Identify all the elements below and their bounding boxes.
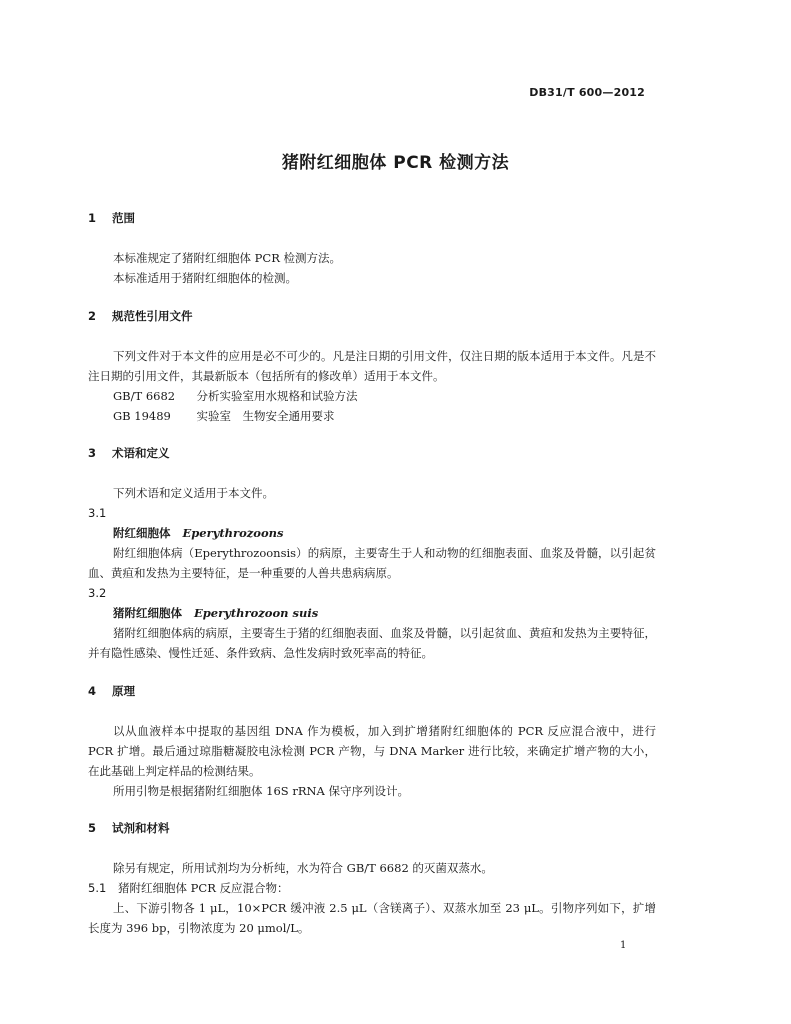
section-heading [88, 306, 656, 326]
section-number: 3 [88, 446, 97, 460]
term-definition: 猪附红细胞体病的病原，主要寄生于猪的红细胞表面、血浆及骨髓，以引起贫血、黄疸和发热为主要特征，并有隐性感染、慢性迁延、条件致病、急性发病时致死率高的特征。 [88, 626, 656, 660]
section-reagents-materials [88, 818, 656, 938]
term-english: Eperythrozoons [182, 526, 284, 540]
term-chinese: 附红细胞体 [113, 526, 171, 540]
section-title: 术语和定义 [112, 446, 170, 460]
subsection-heading [88, 878, 656, 898]
section-heading [88, 681, 656, 701]
section-scope [88, 208, 656, 288]
section-terms-definitions [88, 443, 656, 663]
term-number: 3.2 [88, 586, 107, 600]
section-normative-references [88, 306, 656, 426]
section-number: 2 [88, 309, 97, 323]
subsection-number: 5.1 [88, 881, 107, 895]
term-number: 3.1 [88, 506, 107, 520]
reference-title: 实验室 生物安全通用要求 [196, 409, 335, 423]
section-title: 原理 [112, 684, 135, 698]
document-title: 猪附红细胞体 PCR 检测方法 [281, 153, 510, 173]
reference-item [88, 386, 656, 406]
paragraph: 所用引物是根据猪附红细胞体 16S rRNA 保守序列设计。 [113, 784, 409, 798]
paragraph: 下列术语和定义适用于本文件。 [113, 486, 274, 500]
standard-number: DB31/T 600—2012 [529, 86, 645, 99]
section-number: 1 [88, 211, 97, 225]
subsection-title: 猪附红细胞体 PCR 反应混合物： [118, 881, 289, 895]
paragraph: 下列文件对于本文件的应用是必不可少的。凡是注日期的引用文件，仅注日期的版本适用于本文件。凡是不注日期的引用文件，其最新版本（包括所有的修改单）适用于本文件。 [88, 349, 656, 383]
section-heading [88, 818, 656, 838]
paragraph: 以从血液样本中提取的基因组 DNA 作为模板，加入到扩增猪附红细胞体的 PCR 反应混合液中，进行 PCR 扩增。最后通过琼脂糖凝胶电泳检测 PCR 产物，与 DNA Marker 进行比较，来确定扩增产物的大小，在此基础上判定样品的检测结果。 [88, 724, 656, 778]
section-principle [88, 681, 656, 801]
section-title: 范围 [112, 211, 135, 225]
term-heading [88, 523, 656, 543]
reference-item [88, 406, 656, 426]
reference-title: 分析实验室用水规格和试验方法 [196, 389, 358, 403]
section-heading [88, 443, 656, 463]
section-title: 规范性引用文件 [112, 309, 193, 323]
term-english: Eperythrozoon suis [194, 606, 319, 620]
paragraph: 本标准适用于猪附红细胞体的检测。 [113, 271, 297, 285]
section-heading [88, 208, 656, 228]
section-number: 4 [88, 684, 97, 698]
term-definition: 附红细胞体病（Eperythrozoonsis）的病原，主要寄生于人和动物的红细胞表面、血浆及骨髓，以引起贫血、黄疸和发热为主要特征，是一种重要的人兽共患病病原。 [88, 546, 656, 580]
paragraph: 本标准规定了猪附红细胞体 PCR 检测方法。 [113, 251, 342, 265]
paragraph: 上、下游引物各 1 μL，10×PCR 缓冲液 2.5 μL（含镁离子）、双蒸水加至 23 μL。引物序列如下，扩增长度为 396 bp，引物浓度为 20 μmol/L。 [88, 901, 656, 935]
reference-code: GB/T 6682 [113, 389, 176, 403]
term-chinese: 猪附红细胞体 [113, 606, 182, 620]
reference-code: GB 19489 [113, 409, 171, 423]
paragraph: 除另有规定，所用试剂均为分析纯，水为符合 GB/T 6682 的灭菌双蒸水。 [113, 861, 493, 875]
term-heading [88, 603, 656, 623]
page-number: 1 [620, 940, 627, 951]
section-number: 5 [88, 821, 97, 835]
section-title: 试剂和材料 [112, 821, 170, 835]
